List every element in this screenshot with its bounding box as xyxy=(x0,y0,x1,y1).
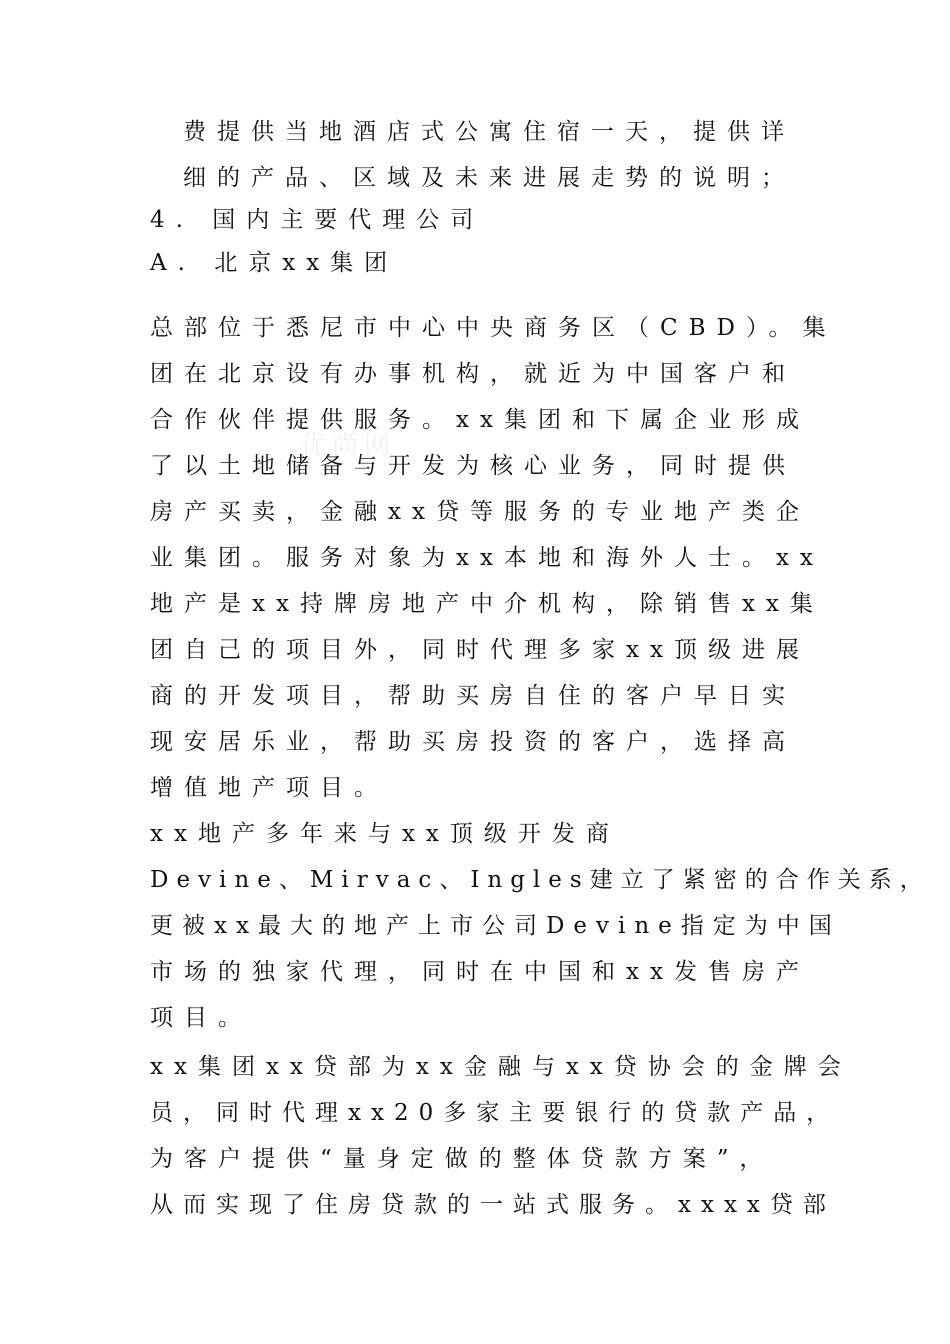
text-line: 团自己的项目外，同时代理多家xx顶级进展 xyxy=(150,637,810,663)
text-line: 细的产品、区域及未来进展走势的说明； xyxy=(183,165,795,191)
text-line: Devine、Mirvac、Ingles建立了紧密的合作关系， xyxy=(150,867,931,893)
subsection-heading: A. 北京xx集团 xyxy=(150,250,399,276)
text-line: 增值地产项目。 xyxy=(150,775,388,801)
text-line: 费提供当地酒店式公寓住宿一天，提供详 xyxy=(183,119,795,145)
text-line: 员，同时代理xx20多家主要银行的贷款产品， xyxy=(150,1100,840,1126)
text-line: 业集团。服务对象为xx本地和海外人士。xx xyxy=(150,545,824,571)
text-line: 市场的独家代理，同时在中国和xx发售房产 xyxy=(150,959,810,985)
watermark: 优尚网 xyxy=(300,431,397,461)
text-line: 房产买卖，金融xx贷等服务的专业地产类企 xyxy=(150,499,810,525)
text-line: 团在北京设有办事机构，就近为中国客户和 xyxy=(150,361,796,387)
section-heading: 4. 国内主要代理公司 xyxy=(150,207,485,233)
text-line: 地产是xx持牌房地产中介机构，除销售xx集 xyxy=(150,591,824,617)
text-line: 了以土地储备与开发为核心业务，同时提供 xyxy=(150,453,796,479)
text-line: 更被xx最大的地产上市公司Devine指定为中国 xyxy=(150,913,841,939)
text-line: 商的开发项目，帮助买房自住的客户早日实 xyxy=(150,683,796,709)
text-line: 总部位于悉尼市中心中央商务区（CBD）。集 xyxy=(150,315,837,341)
text-line: 合作伙伴提供服务。xx集团和下属企业形成 xyxy=(150,407,810,433)
text-line: 现安居乐业，帮助买房投资的客户，选择高 xyxy=(150,729,796,755)
text-line: 为客户提供“量身定做的整体贷款方案”， xyxy=(150,1146,774,1172)
text-line: xx地产多年来与xx顶级开发商 xyxy=(150,821,620,847)
text-line: 从而实现了住房贷款的一站式服务。xxxx贷部 xyxy=(150,1192,836,1218)
text-line: xx集团xx贷部为xx金融与xx贷协会的金牌会 xyxy=(150,1054,852,1080)
text-line: 项目。 xyxy=(150,1005,252,1031)
